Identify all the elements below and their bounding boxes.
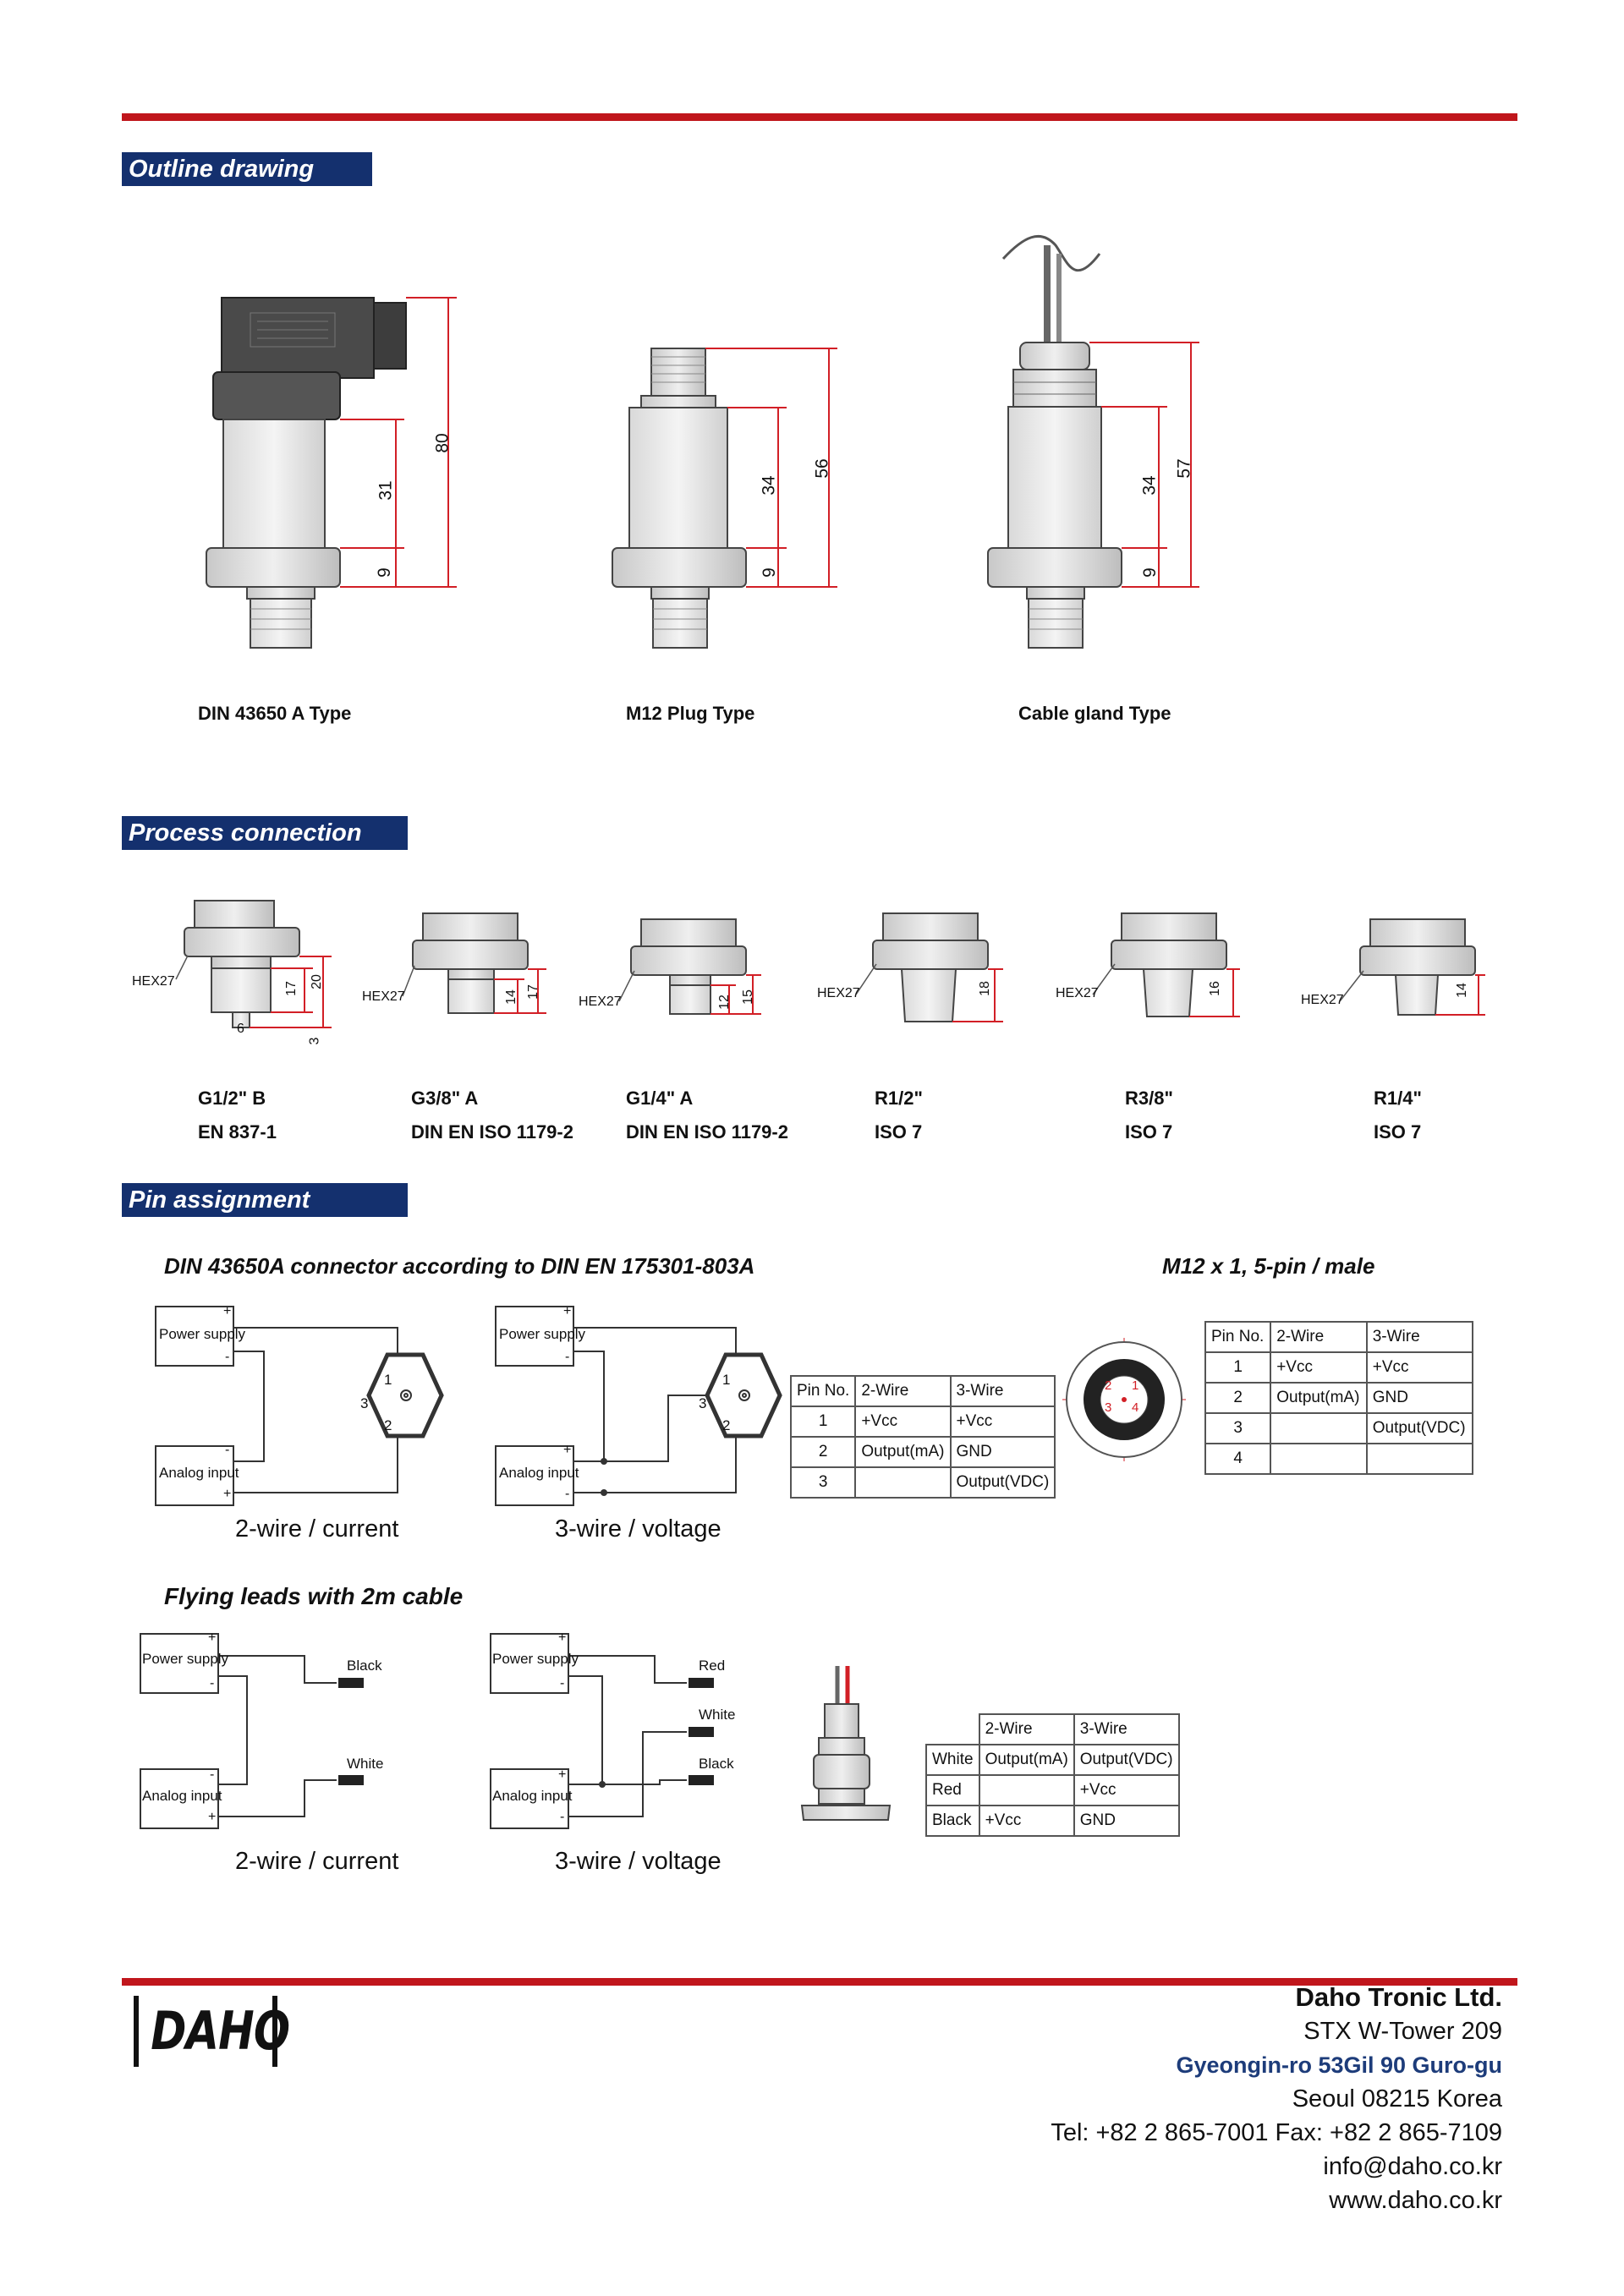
din-table-header-pin: Pin No. [791,1376,855,1406]
m12-connector-face [1061,1336,1188,1463]
std-3: DIN EN ISO 1179-2 [626,1121,788,1143]
plus-4b: + [558,1767,567,1782]
table-cell: 2 [791,1437,855,1467]
din-pin-table [790,1375,1056,1499]
thread-4: R1/2" [875,1088,923,1109]
analog-input-label-3: Analog input [142,1788,222,1804]
plus-2b: + [563,1443,572,1457]
m12-table-header-2wire: 2-Wire [1270,1322,1367,1352]
company-name: Daho Tronic Ltd. [1295,1982,1502,2012]
plus-2a: + [563,1304,572,1318]
m12-pin-1: 1 [1132,1378,1139,1393]
table-cell: Output(mA) [855,1437,950,1467]
table-cell: +Vcc [1367,1352,1473,1383]
address-line-2: Gyeongin-ro 53Gil 90 Guro-gu [1176,2052,1502,2078]
lead-color-table [925,1713,1180,1837]
table-cell: GND [1074,1806,1179,1836]
website-link[interactable]: www.daho.co.kr [1329,2187,1502,2214]
power-supply-label-1: Power supply [159,1326,246,1342]
caption-gland-type: Cable gland Type [1018,703,1171,724]
daho-logo [134,1996,290,2067]
pdim-5-16: 16 [1207,981,1222,996]
hex-label-1: HEX27 [132,974,175,989]
m12-connector-title: M12 x 1, 5-pin / male [1162,1253,1375,1279]
m12-pin-2: 2 [1105,1378,1112,1393]
minus-1b: - [225,1443,230,1457]
din-pin-2-a: 2 [384,1417,392,1433]
dim-m12-56: 56 [812,458,832,479]
dim-gland-9: 9 [1139,567,1160,578]
process-drawing-g12b [184,901,299,1027]
din-table-header-2wire: 2-Wire [855,1376,950,1406]
lead-table-header-2wire: 2-Wire [979,1714,1074,1745]
hex-label-4: HEX27 [817,986,860,1000]
pdim-2-17: 17 [525,984,540,1000]
analog-input-label-1: Analog input [159,1465,239,1481]
table-cell: Black [926,1806,979,1836]
company-address [1051,1981,1502,2217]
din-pin-2-b: 2 [722,1417,731,1433]
dim-din-31: 31 [376,480,396,501]
m12-table-header-3wire: 3-Wire [1367,1322,1473,1352]
din-connector-title: DIN 43650A connector according to DIN EN 175301-803A [164,1253,755,1279]
pdim-4-18: 18 [977,981,992,996]
table-cell: Output(mA) [979,1745,1074,1775]
std-2: DIN EN ISO 1179-2 [411,1121,573,1143]
std-5: ISO 7 [1125,1121,1173,1143]
phone-fax: Tel: +82 2 865-7001 Fax: +82 2 865-7109 [1051,2119,1502,2146]
process-drawing-r14 [1360,919,1475,1015]
table-cell: Output(VDC) [951,1467,1056,1498]
table-cell: 1 [791,1406,855,1437]
wire-black-2: Black [699,1756,734,1772]
pdim-2-14: 14 [503,989,518,1005]
std-6: ISO 7 [1374,1121,1422,1143]
logo-text: DAHO [151,2000,290,2062]
dim-gland-34: 34 [1139,475,1160,496]
power-supply-label-3: Power supply [142,1651,229,1667]
hex-label-6: HEX27 [1301,993,1344,1007]
pdim-1-3: 3 [307,1037,322,1045]
thread-6: R1/4" [1374,1088,1422,1109]
table-cell: 3 [791,1467,855,1498]
caption-2wire-din: 2-wire / current [235,1515,399,1543]
section-header-process: Process connection [122,816,408,850]
table-cell [1367,1444,1473,1474]
plus-1a: + [223,1304,232,1318]
wire-red-2: Red [699,1658,726,1674]
table-cell: Output(VDC) [1074,1745,1179,1775]
pdim-1-6: 6 [237,1022,244,1036]
minus-3b: - [210,1767,215,1782]
din-sensor-drawing [206,298,406,648]
pdim-3-12: 12 [716,995,732,1010]
minus-1a: - [225,1350,230,1364]
table-cell: White [926,1745,979,1775]
table-cell [1270,1413,1367,1444]
table-cell [1270,1444,1367,1474]
plus-3b: + [208,1810,217,1824]
table-cell: Red [926,1775,979,1806]
minus-3a: - [210,1676,215,1690]
table-cell: 3 [1205,1413,1270,1444]
thread-3: G1/4" A [626,1088,694,1109]
dim-gland-57: 57 [1174,458,1194,479]
dim-m12-34: 34 [759,475,779,496]
dim-din-9: 9 [374,567,394,578]
dim-m12-9: 9 [759,567,779,578]
flying-lead-diagrams [0,1624,930,1844]
thread-5: R3/8" [1125,1088,1173,1109]
address-line-3: Seoul 08215 Korea [1292,2085,1502,2112]
std-1: EN 837-1 [198,1121,277,1143]
m12-table-header-pin: Pin No. [1205,1322,1270,1352]
table-cell: GND [951,1437,1056,1467]
table-cell: Output(mA) [1270,1383,1367,1413]
din-pin-3-a: 3 [360,1395,369,1411]
table-cell [855,1467,950,1498]
caption-m12-type: M12 Plug Type [626,703,755,724]
process-drawing-r12 [873,913,988,1022]
dim-din-80: 80 [432,433,453,453]
m12-pin-3: 3 [1105,1400,1112,1415]
table-cell: 4 [1205,1444,1270,1474]
wire-white-2: White [699,1707,736,1723]
plus-4a: + [558,1630,567,1645]
process-drawing-r38 [1111,913,1226,1016]
power-supply-label-2: Power supply [499,1326,586,1342]
lead-table-header-3wire: 3-Wire [1074,1714,1179,1745]
hex-label-5: HEX27 [1056,986,1099,1000]
table-cell: +Vcc [1270,1352,1367,1383]
outline-drawings [0,0,1624,744]
table-cell [979,1775,1074,1806]
plus-1b: + [223,1487,232,1501]
section-header-outline: Outline drawing [122,152,372,186]
pdim-1-20: 20 [309,974,324,989]
flying-leads-title: Flying leads with 2m cable [164,1583,464,1609]
table-cell: Output(VDC) [1367,1413,1473,1444]
pdim-3-15: 15 [740,989,755,1005]
din-pin-1-b: 1 [722,1372,731,1388]
din-table-header-3wire: 3-Wire [951,1376,1056,1406]
table-cell: +Vcc [1074,1775,1179,1806]
table-cell: GND [1367,1383,1473,1413]
thread-1: G1/2" B [198,1088,266,1109]
lead-table-header-blank [926,1714,979,1745]
pdim-1-17: 17 [283,981,299,996]
hex-label-3: HEX27 [579,995,622,1009]
table-cell: +Vcc [979,1806,1074,1836]
table-cell: 2 [1205,1383,1270,1413]
caption-3wire-leads: 3-wire / voltage [555,1848,721,1875]
m12-sensor-drawing [612,348,746,648]
caption-din-type: DIN 43650 A Type [198,703,352,724]
section-header-pins: Pin assignment [122,1183,408,1217]
minus-4b: - [560,1810,565,1824]
wire-white-1: White [347,1756,384,1772]
table-cell: +Vcc [951,1406,1056,1437]
analog-input-label-4: Analog input [492,1788,573,1804]
minus-4a: - [560,1676,565,1690]
caption-3wire-din: 3-wire / voltage [555,1515,721,1543]
m12-pin-table [1204,1321,1473,1475]
minus-2b: - [565,1487,570,1501]
email-link[interactable]: info@daho.co.kr [1323,2153,1502,2180]
address-line-1: STX W-Tower 209 [1303,2018,1502,2045]
pdim-6-14: 14 [1454,983,1469,998]
m12-pin-4: 4 [1132,1400,1139,1415]
gland-sensor-drawing [988,236,1122,648]
table-cell: +Vcc [855,1406,950,1437]
thread-2: G3/8" A [411,1088,479,1109]
minus-2a: - [565,1350,570,1364]
plus-3a: + [208,1630,217,1645]
caption-2wire-leads: 2-wire / current [235,1848,399,1875]
std-4: ISO 7 [875,1121,923,1143]
power-supply-label-4: Power supply [492,1651,579,1667]
hex-label-2: HEX27 [362,989,405,1004]
din-pin-1-a: 1 [384,1372,392,1388]
din-pin-3-b: 3 [699,1395,707,1411]
table-cell: 1 [1205,1352,1270,1383]
wire-black-1: Black [347,1658,382,1674]
analog-input-label-2: Analog input [499,1465,579,1481]
